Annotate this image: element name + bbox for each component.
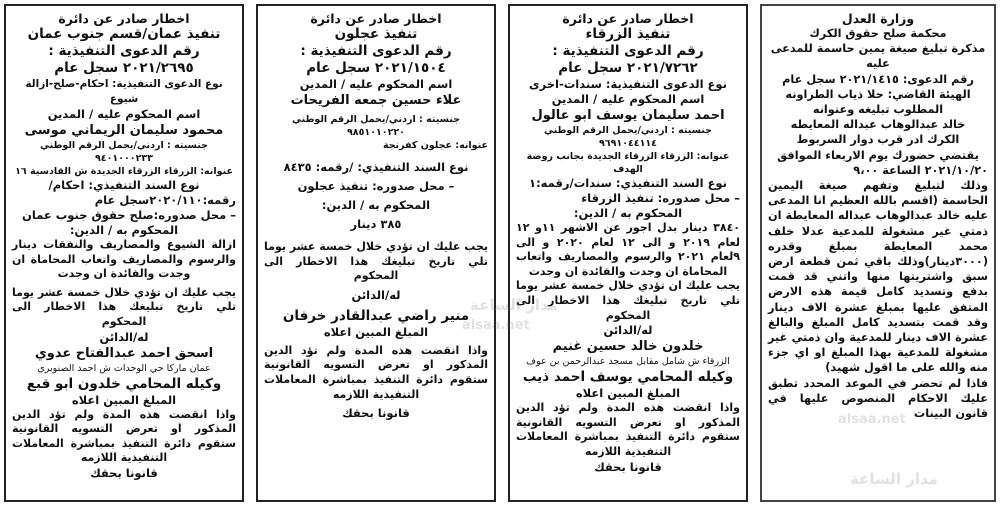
demand-text: يجب عليك ان تؤدي خلال خمسة عشر يوما تلي تاريخ تبليغك هذا الاخطار الى المحكوم (516, 279, 740, 322)
amount-label: المبلغ المبين اعلاه (575, 386, 681, 401)
notice-department: تنفيذ الزرقاء (585, 26, 671, 42)
notify-label: المطلوب تبليغه وعنوانه (812, 103, 944, 117)
claim-label: المحكوم به / الدين: (321, 198, 431, 212)
claim-label: المحكوم به / الدين: (69, 223, 179, 237)
document-line: نوع السند التنفيذي: /رقمه: ٨٤٣٥ (283, 160, 469, 174)
document-source: – محل صدوره:صلح حقوق جنوب عمان (22, 208, 236, 222)
case-type: نوع الدعوى التنفيذية: احكام-صلح-ازالة شيوع (25, 78, 223, 105)
closing-text: واذا انقضت هذه المدة ولم تؤد الدين المذكور او تعرض التسويه القانونية ستقوم دائرة التنفيذ بمباشرة المعاملات التنفيذية اللازمه (12, 407, 236, 465)
respondent-name: خالد عبدالوهاب عبداله المعايطه (790, 118, 966, 132)
watermark-text-2: مدار الساعة (850, 470, 938, 488)
court-name: محكمة صلح حقوق الكرك (809, 27, 947, 40)
hearing-date: ٢٠٢١/١٠/٢٠ الساعة ٩،٠٠ (853, 163, 988, 177)
watermark-url: alsaa.net (462, 318, 530, 333)
warning-text: فاذا لم تحضر في الموعد المحدد تطبق عليك الاحكام المنصوص عليها في قانون البينات (768, 376, 988, 421)
demand-text: يجب عليك ان تؤدي خلال خمسة عشر يوما تلي تاريخ تبليغك هذا الاخطار الى المحكوم (264, 240, 488, 283)
debtor-name: محمود سليمان الريماني موسى (24, 123, 224, 138)
lawyer-name: وكيله المحامي خلدون ابو قبع (26, 375, 222, 392)
debtor-address: عنوانه: الزرقاء الزرقاء الجديدة ش القادسية ١٦ (15, 166, 233, 177)
creditor-label: له/الدائن (99, 329, 149, 344)
demand-text: يجب عليك ان تؤدي خلال خمسة عشر يوما تلي تاريخ تبليغك هذا الاخطار الى المحكوم (12, 285, 236, 328)
amount-label: المبلغ المبين اعلاه (323, 324, 429, 339)
case-number: رقم الدعوى: ٢٠٢١/١٤١٥ سجل عام (782, 72, 974, 86)
memo-title: مذكرة تبليغ صيغة يمين حاسمة للمدعى عليه (770, 42, 986, 71)
case-number: ٢٠٢١/٧٢٦٢ سجل عام (558, 60, 698, 76)
lawyer-name: وكيله المحامي يوسف احمد ذيب (522, 369, 734, 386)
debtor-name: احمد سليمان يوسف ابو عالول (531, 108, 725, 123)
case-number: ٢٠٢١/١٥٠٤ سجل عام (306, 60, 446, 76)
watermark-url-2: alsaa.net (838, 412, 906, 427)
notice-heading: اخطار صادر عن دائرة (310, 11, 442, 26)
debtor-address: عنوانه: عجلون كفرنجة (382, 140, 488, 151)
document-source: – محل صدوره: تنفيذ الزرقاء (581, 191, 740, 205)
case-number-label: رقم الدعوى التنفيذية : (300, 43, 452, 59)
oath-text: وذلك لتبليغ وتفهم صيغة اليمين الحاسمة (اقسم بالله العظيم انا المدعى عليه خالد عبدالوهاب عبداله المعايطة ان ذمتي غير مشغولة للمدعية عدلا خلف محمد المعايطة بمبلغ وقدره (٣٠٠٠دينار)وذلك باقي ثمن قطعة ارض سبق واشتريتها منها واتني قد قمت بدفع وتسديد كامل قيمة هذه الارض المتفق عليها بمبلغ عشرة الاف دينار وقد قمت بتسديد كامل المبلغ والبالغ عشرة الاف دينار للمدعية وان ذمتي غير مشغولة للمدعية بهذا المبلغ او اي جزء منه والله على ما اقول شهيد) (768, 179, 988, 375)
closing-text: واذا انقضت هذه المدة ولم تؤد الدين المذكور او تعرض التسويه القانونية ستقوم دائرة التنفيذ بمباشرة المعاملات التنفيذية اللازمه (516, 401, 740, 458)
notice-department: تنفيذ عمان/قسم جنوب عمان (27, 26, 221, 42)
notice-heading: اخطار صادر عن دائرة (562, 11, 694, 26)
ministry-name: وزارة العدل (841, 11, 915, 26)
creditor-label: له/الدائن (351, 287, 401, 302)
document-type: نوع السند التنفيذي: احكام/ (48, 178, 200, 192)
creditor-address: الزرقاء ش شامل مقابل مسجد عبدالرحمن بن عوف (526, 356, 730, 368)
case-number: ٢٠٢١/٢٦٩٥ سجل عام (54, 60, 194, 76)
case-number-label: رقم الدعوى التنفيذية : (48, 43, 200, 59)
judge-name: الهيئة القاضي: حلا ذياب الطراونه (785, 87, 971, 101)
debtor-name: علاء حسين جمعه الفريحات (290, 93, 462, 108)
closing-text: واذا انقضت هذه المدة ولم تؤد الدين المذكور او تعرض التسويه القانونية ستقوم دائرة التنفيذ بمباشرة المعاملات التنفيذية اللازمه (264, 343, 488, 401)
document-number: رقمه:٢٠٢٠/١١٠سجل عام (94, 193, 236, 207)
claim-body: ٣٨٥ دينار (350, 217, 402, 231)
creditor-name: منير راضي عبدالقادر خرفان (282, 307, 470, 324)
debtor-label: اسم المحكوم عليه / المدين (47, 107, 201, 121)
claim-body: ٣٨٤٠ دينار بدل اجور عن الاشهر ١١و ١٢ لعام ٢٠١٩ و الى ١٢ لعام ٢٠٢٠ و الى ٩لعام ٢٠٢١ والرسوم والمصاريف واتعاب المحاماة ان وجدت والفائدة ان وجدت (516, 221, 740, 278)
debtor-label: اسم المحكوم عليه / المدين (299, 77, 453, 91)
creditor-name: اسحق احمد عبدالفتاح عدوي (34, 345, 214, 361)
notice-zarqa (508, 4, 748, 502)
case-number-label: رقم الدعوى التنفيذية : (552, 43, 704, 59)
document-source: – محل صدوره: تنفيذ عجلون (297, 179, 455, 193)
attendance-text: يقتضي حضورك يوم الاربعاء الموافق (777, 148, 979, 162)
notice-heading: اخطار صادر عن دائرة (58, 11, 190, 26)
claim-body: ازالة الشيوع والمصاريف والنفقات دينار والرسوم والمصاريف واتعاب المحاماة ان وجدت والفائدة ان وجدت (12, 238, 236, 281)
debtor-nationality: جنسيته : اردني/يحمل الرقم الوطني ٩٤٠١٠٠٠٢٣٣ (39, 140, 209, 164)
closing-sign: قانونا بحقك (90, 465, 158, 480)
respondent-address: الكرك ادر قرب دوار السربوط (796, 133, 960, 147)
notice-ajloun (256, 4, 496, 502)
amount-label: المبلغ المبين اعلاه (71, 392, 177, 407)
notice-karak-court (760, 4, 996, 502)
case-type: نوع الدعوى التنفيذية: سندات-اخرى (529, 77, 727, 91)
watermark-text: مدار الساعة (470, 296, 558, 314)
debtor-nationality: جنسيته : اردني/يحمل الرقم الوطني ٩٦٩١٠٤٤١١٤ (543, 125, 713, 149)
creditor-label: له/الدائن (603, 323, 653, 338)
closing-sign: قانونا بحقك (342, 406, 410, 421)
document-line: نوع السند التنفيذي: سندات/رقمه:١ (529, 176, 727, 190)
claim-label: المحكوم به / الدين: (573, 206, 683, 220)
notice-amman-south (4, 4, 244, 502)
debtor-label: اسم المحكوم عليه / المدين (551, 92, 705, 106)
notice-department: تنفيذ عجلون (334, 26, 418, 42)
debtor-address: عنوانه: الزرقاء الزرقاء الجديدة بجانب روضة الهدف (526, 151, 730, 175)
debtor-nationality: جنسيته : اردني/يحمل الرقم الوطني ٩٨٥١٠١٠٢٢٠ (291, 114, 461, 138)
closing-sign: قانونا بحقك (594, 459, 662, 474)
creditor-name: خلدون خالد حسين غنيم (552, 339, 704, 355)
creditor-address: عمان ماركا حي الوحدات ش احمد الصنوبري (37, 362, 211, 374)
